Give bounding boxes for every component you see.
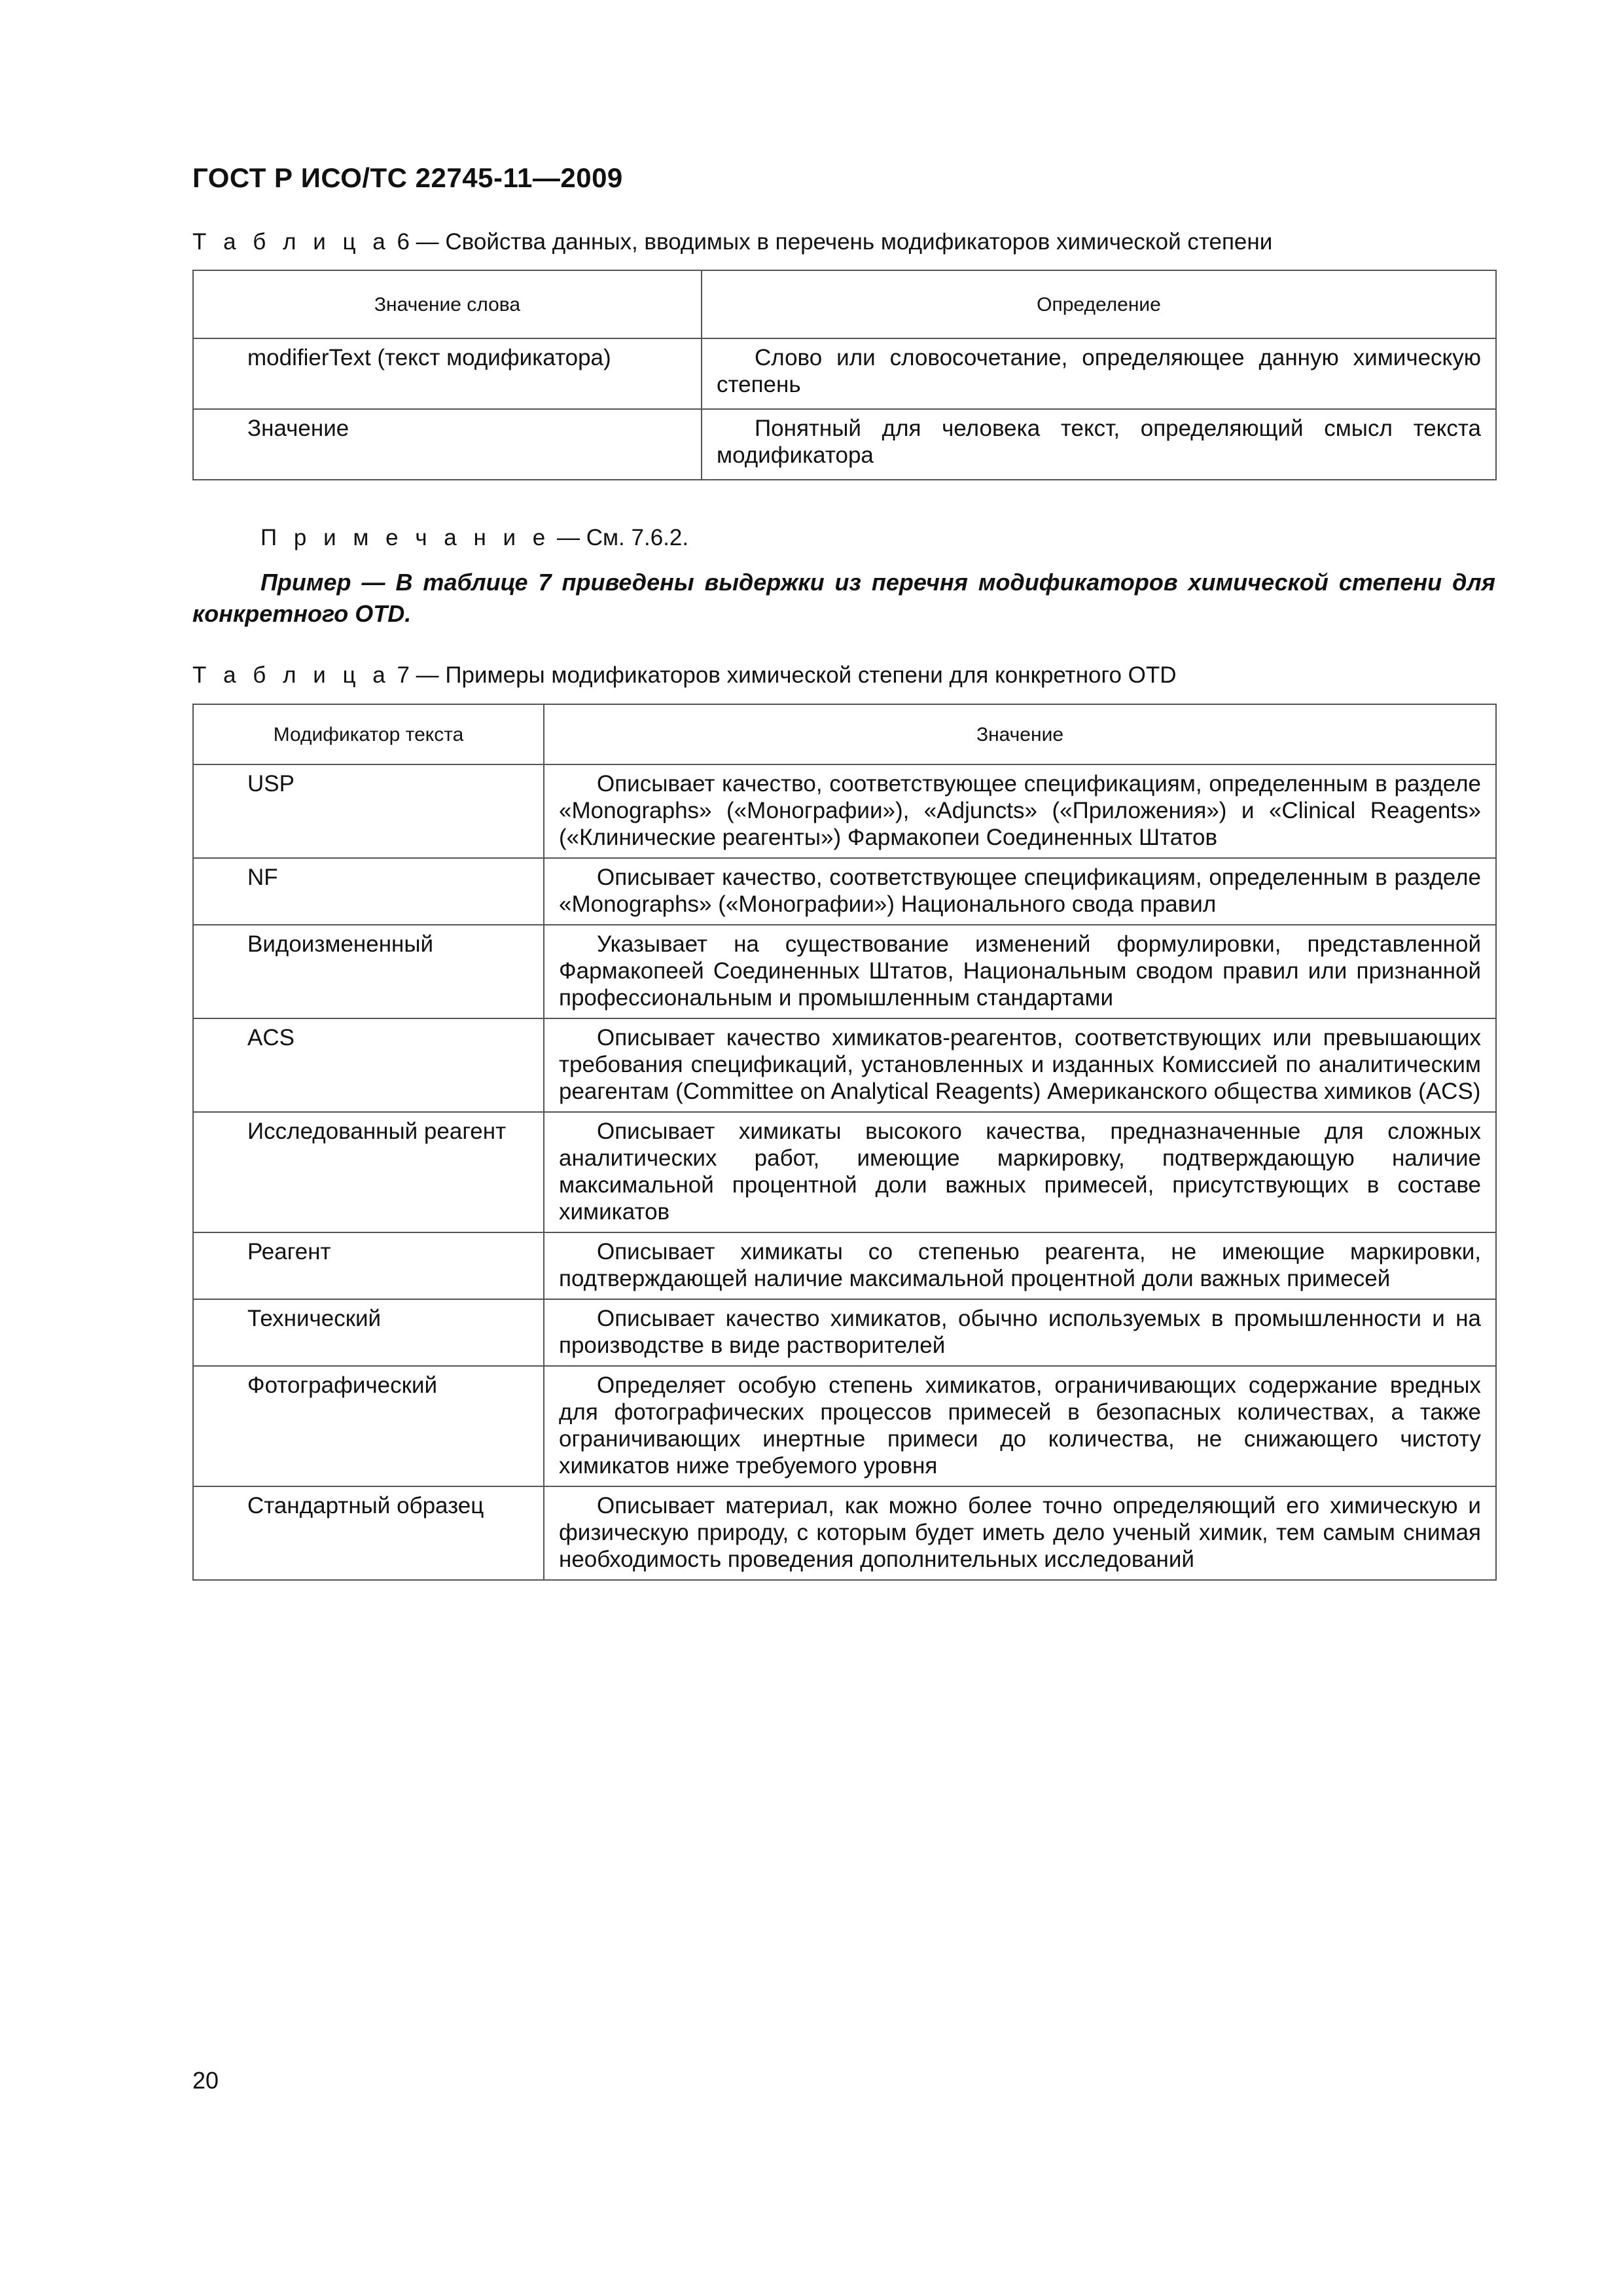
table-cell-term: NF xyxy=(193,858,544,925)
table-cell-value: Описывает качество химикатов, обычно используемых в промышленности и на производстве в виде растворителей xyxy=(544,1299,1496,1366)
table-row xyxy=(193,858,1496,925)
table-cell-term: Технический xyxy=(193,1299,544,1366)
column-header-text-modifier: Модификатор текста xyxy=(193,704,544,764)
table-cell-definition: Слово или словосочетание, определяющее данную химическую степень xyxy=(702,338,1496,409)
table-cell-definition: Понятный для человека текст, определяющий смысл текста модификатора xyxy=(702,409,1496,480)
table-cell-term: Реагент xyxy=(193,1232,544,1299)
table-cell-term: Значение xyxy=(193,409,702,480)
table-header-row xyxy=(193,270,1496,338)
note xyxy=(260,524,688,552)
table-row xyxy=(193,764,1496,858)
table-row xyxy=(193,1486,1496,1580)
note-text: — См. 7.6.2. xyxy=(550,525,689,550)
table-cell-value: Описывает качество, соответствующее спецификациям, определенным в разделе «Monographs» («Монографии»), «Adjuncts» («Приложения») и «Clinical Reagents» («Клинические реагенты») Фармакопеи Соединенных Штатов xyxy=(544,764,1496,858)
page-number: 20 xyxy=(192,2067,219,2094)
table-cell-value: Указывает на существование изменений формулировки, представленной Фармакопеей Соединенных Штатов, Национальным сводом правил или признанной профессиональным и промышленным стандартами xyxy=(544,925,1496,1018)
table-6-caption xyxy=(192,228,1272,257)
table-row xyxy=(193,925,1496,1018)
table-cell-value: Описывает материал, как можно более точно определяющий его химическую и физическую природу, с которым будет иметь дело ученый химик, тем самым снимая необходимость проведения дополнительных исследований xyxy=(544,1486,1496,1580)
table-7-caption-text: 7 — Примеры модификаторов химической степени для конкретного OTD xyxy=(390,662,1177,688)
column-header-word-value: Значение слова xyxy=(193,270,702,338)
table-row xyxy=(193,338,1496,409)
table-header-row xyxy=(193,704,1496,764)
table-cell-term: ACS xyxy=(193,1018,544,1112)
example-paragraph: Пример — В таблице 7 приведены выдержки из перечня модификаторов химической степени для конкретного OTD. xyxy=(192,569,1495,627)
table-cell-term: modifierText (текст модификатора) xyxy=(193,338,702,409)
table-row xyxy=(193,1299,1496,1366)
table-6-caption-prefix: Т а б л и ц а xyxy=(192,229,391,255)
table-row xyxy=(193,1112,1496,1232)
table-row xyxy=(193,1232,1496,1299)
table-7-caption xyxy=(192,661,1177,690)
column-header-value: Значение xyxy=(544,704,1496,764)
note-label: П р и м е ч а н и е xyxy=(260,525,551,550)
table-cell-term: Исследованный реагент xyxy=(193,1112,544,1232)
table-cell-term: USP xyxy=(193,764,544,858)
table-6 xyxy=(192,270,1497,480)
table-cell-term: Фотографический xyxy=(193,1366,544,1486)
table-cell-value: Описывает качество химикатов-реагентов, соответствующих или превышающих требования спецификаций, установленных и изданных Комиссией по аналитическим реагентам (Committee on Analytical Reagents) Американского общества химиков (ACS) xyxy=(544,1018,1496,1112)
table-7-caption-prefix: Т а б л и ц а xyxy=(192,662,391,688)
table-cell-value: Определяет особую степень химикатов, ограничивающих содержание вредных для фотографических процессов примесей в безопасных количествах, а также ограничивающих инертные примеси до количества, не снижающего чистоту химикатов ниже требуемого уровня xyxy=(544,1366,1496,1486)
table-6-caption-text: 6 — Свойства данных, вводимых в перечень модификаторов химической степени xyxy=(390,229,1273,255)
table-cell-term: Стандартный образец xyxy=(193,1486,544,1580)
table-cell-value: Описывает химикаты со степенью реагента, не имеющие маркировки, подтверждающей наличие максимальной процентной доли важных примесей xyxy=(544,1232,1496,1299)
table-row xyxy=(193,409,1496,480)
column-header-definition: Определение xyxy=(702,270,1496,338)
table-7 xyxy=(192,704,1497,1581)
table-cell-value: Описывает качество, соответствующее спецификациям, определенным в разделе «Monographs» («Монографии») Национального свода правил xyxy=(544,858,1496,925)
table-row xyxy=(193,1366,1496,1486)
table-row xyxy=(193,1018,1496,1112)
document-header: ГОСТ Р ИСО/ТС 22745-11—2009 xyxy=(192,162,623,193)
table-cell-value: Описывает химикаты высокого качества, предназначенные для сложных аналитических работ, имеющие маркировку, подтверждающую наличие максимальной процентной доли важных примесей, присутствующих в составе химикатов xyxy=(544,1112,1496,1232)
table-cell-term: Видоизмененный xyxy=(193,925,544,1018)
